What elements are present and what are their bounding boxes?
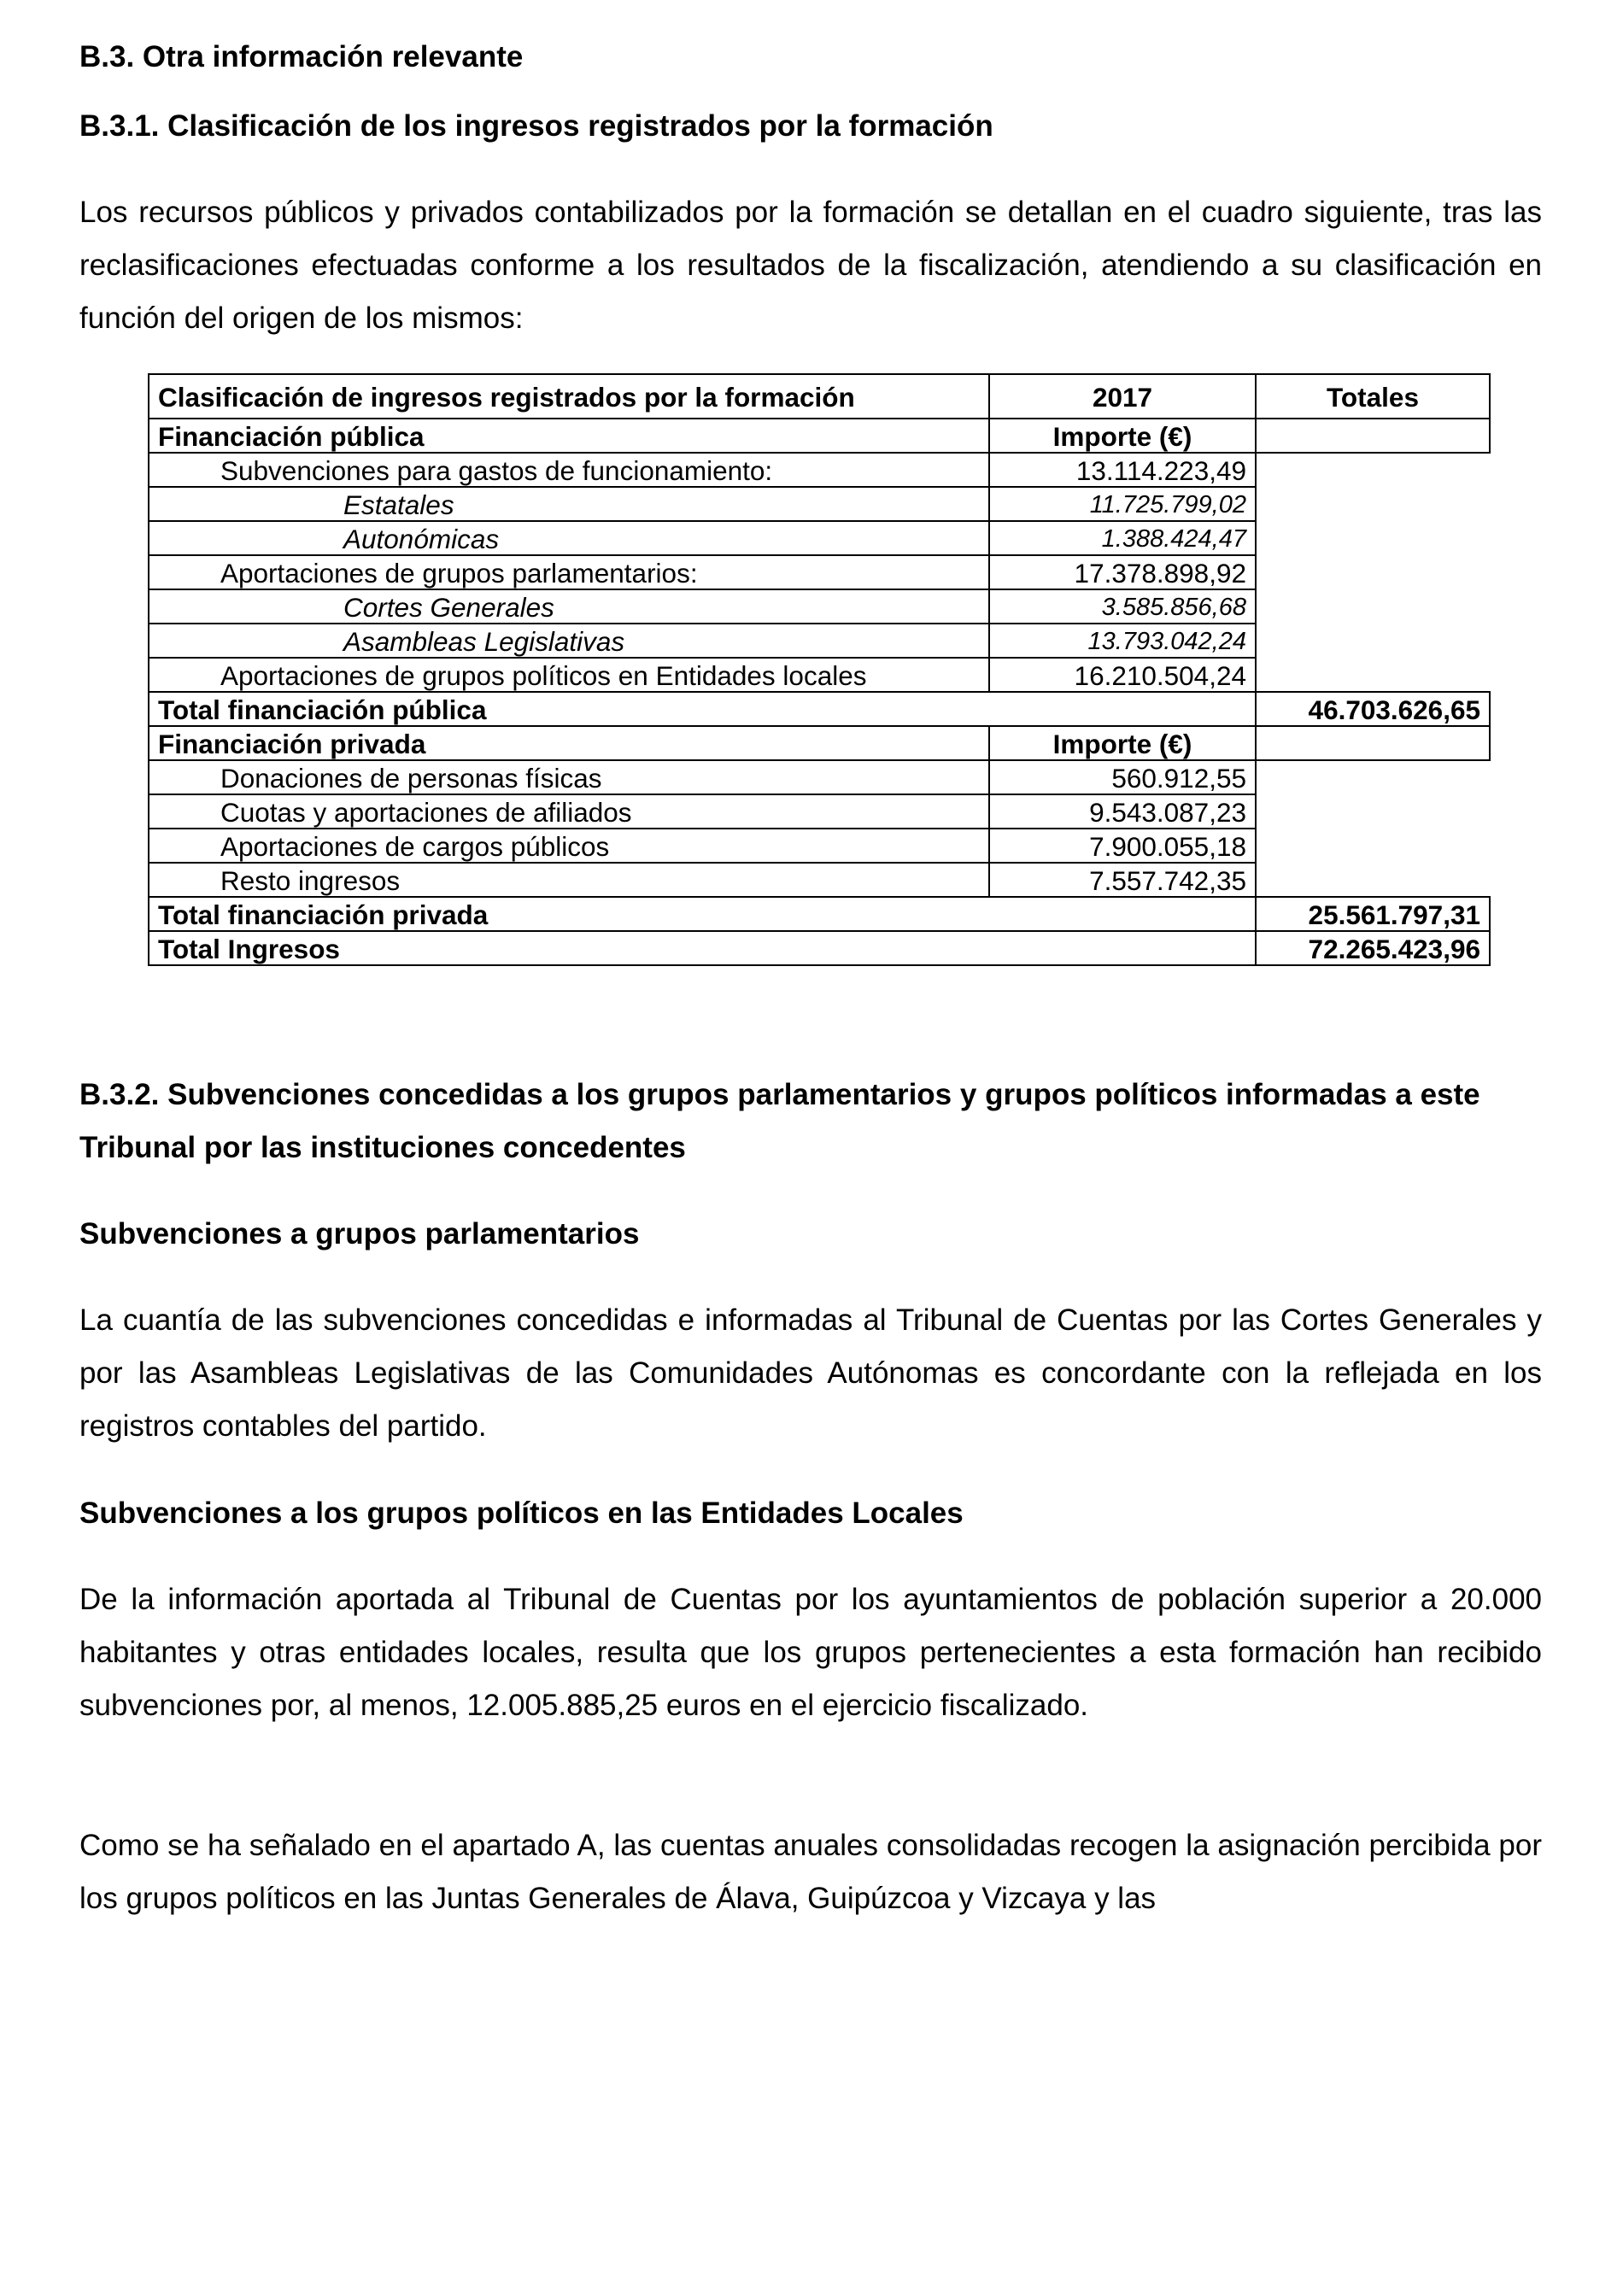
row-label: Asambleas Legislativas xyxy=(149,624,989,658)
income-classification-table xyxy=(148,373,1491,966)
total-row-privada xyxy=(149,897,1490,931)
paragraph-locales: De la información aportada al Tribunal de Cuentas por los ayuntamientos de población superior a 20.000 habitantes y otras entidades locales, resulta que los grupos pertenecientes a esta formación han recibido subvenciones por, al menos, 12.005.885,25 euros en el ejercicio fiscalizado. xyxy=(79,1583,1542,1722)
importe-label: Importe (€) xyxy=(989,726,1256,760)
row-value: 7.557.742,35 xyxy=(989,863,1256,897)
table-row xyxy=(149,487,1490,521)
table-row xyxy=(149,555,1490,589)
row-label: Subvenciones para gastos de funcionamiento: xyxy=(149,453,989,487)
table-row xyxy=(149,589,1490,624)
row-value: 13.114.223,49 xyxy=(989,453,1256,487)
table-row xyxy=(149,829,1490,863)
total-value: 25.561.797,31 xyxy=(1256,897,1490,931)
paragraph-juntas-generales: Como se ha señalado en el apartado A, las cuentas anuales consolidadas recogen la asignación percibida por los grupos políticos en las Juntas Generales de Álava, Guipúzcoa y Vizcaya y las xyxy=(79,1829,1542,1915)
totals-empty-cell xyxy=(1256,726,1490,760)
header-year: 2017 xyxy=(989,374,1256,419)
row-label: Aportaciones de cargos públicos xyxy=(149,829,989,863)
table-row xyxy=(149,794,1490,829)
grand-total-label: Total Ingresos xyxy=(149,931,1256,965)
row-value: 13.793.042,24 xyxy=(989,624,1256,658)
row-label: Aportaciones de grupos parlamentarios: xyxy=(149,555,989,589)
totals-empty-cell xyxy=(1256,419,1490,453)
row-value: 9.543.087,23 xyxy=(989,794,1256,829)
section-row-privada xyxy=(149,726,1490,760)
grand-total-value: 72.265.423,96 xyxy=(1256,931,1490,965)
grand-total-row xyxy=(149,931,1490,965)
paragraph-intro: Los recursos públicos y privados contabilizados por la formación se detallan en el cuadro siguiente, tras las reclasificaciones efectuadas conforme a los resultados de la fiscalización, atendiendo a su clasificación en función del origen de los mismos: xyxy=(79,196,1542,335)
table-row xyxy=(149,760,1490,794)
row-value: 16.210.504,24 xyxy=(989,658,1256,692)
table-row xyxy=(149,863,1490,897)
table-row xyxy=(149,624,1490,658)
heading-subvenciones-locales: Subvenciones a los grupos políticos en las Entidades Locales xyxy=(79,1496,964,1530)
table-row xyxy=(149,521,1490,555)
total-label: Total financiación pública xyxy=(149,692,1256,726)
row-label: Cortes Generales xyxy=(149,589,989,624)
section-row-publica xyxy=(149,419,1490,453)
section-label: Financiación privada xyxy=(149,726,989,760)
row-label: Donaciones de personas físicas xyxy=(149,760,989,794)
row-label: Cuotas y aportaciones de afiliados xyxy=(149,794,989,829)
heading-b31: B.3.1. Clasificación de los ingresos registrados por la formación xyxy=(79,109,993,143)
table-row xyxy=(149,658,1490,692)
heading-b3: B.3. Otra información relevante xyxy=(79,40,524,73)
total-row-publica xyxy=(149,692,1490,726)
row-value: 7.900.055,18 xyxy=(989,829,1256,863)
row-value: 3.585.856,68 xyxy=(989,589,1256,624)
importe-label: Importe (€) xyxy=(989,419,1256,453)
row-label: Resto ingresos xyxy=(149,863,989,897)
total-label: Total financiación privada xyxy=(149,897,1256,931)
row-value: 1.388.424,47 xyxy=(989,521,1256,555)
heading-b32: B.3.2. Subvenciones concedidas a los grupos parlamentarios y grupos políticos informadas a este Tribunal por las instituciones concedentes xyxy=(79,1078,1480,1164)
total-value: 46.703.626,65 xyxy=(1256,692,1490,726)
row-label: Aportaciones de grupos políticos en Entidades locales xyxy=(149,658,989,692)
header-classification: Clasificación de ingresos registrados por la formación xyxy=(149,374,989,419)
row-label: Estatales xyxy=(149,487,989,521)
row-value: 11.725.799,02 xyxy=(989,487,1256,521)
row-label: Autonómicas xyxy=(149,521,989,555)
row-value: 17.378.898,92 xyxy=(989,555,1256,589)
table-header-row xyxy=(149,374,1490,419)
header-totals: Totales xyxy=(1256,374,1490,419)
row-value: 560.912,55 xyxy=(989,760,1256,794)
table-row xyxy=(149,453,1490,487)
heading-subvenciones-parlamentarios: Subvenciones a grupos parlamentarios xyxy=(79,1217,640,1250)
paragraph-parlamentarios: La cuantía de las subvenciones concedidas e informadas al Tribunal de Cuentas por las Cortes Generales y por las Asambleas Legislativas de las Comunidades Autónomas es concordante con la reflejada en los registros contables del partido. xyxy=(79,1303,1542,1443)
section-label: Financiación pública xyxy=(149,419,989,453)
